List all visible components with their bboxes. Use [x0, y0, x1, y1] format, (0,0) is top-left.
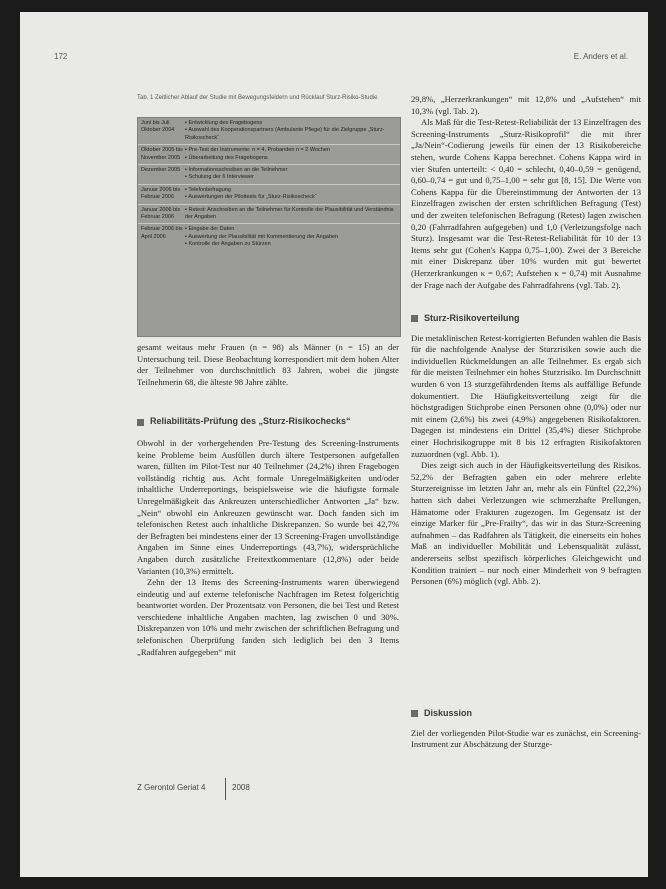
right-column	[411, 94, 641, 588]
table-cell-actions	[185, 167, 287, 182]
table-action-item: ▪ Entwicklung des Fragebogens	[185, 120, 397, 127]
table-action-item: ▪ Kontrolle der Angaben zu Stürzen	[185, 241, 338, 248]
table-row	[138, 118, 400, 145]
table-cell-date: Oktober 2005 bis November 2005	[141, 147, 183, 161]
paragraph: Die metaklinischen Retest-korrigierten Befunden wahlen die Basis für die nachfolgende Analyse der Sturzrisiken sowie auch die individuellen Rückmeldungen an alle Teilnehmer. Es ergab sich für die meisten Teilnehmer ein hohes Sturzrisiko. Im Durchschnitt wurden 6 von 13 sturzgefährdenden Items als auffällige Befunde dokumentiert. Die Häufigkeitsverteilung zeigt für die höchstgradigen Stichprobe einen Personen ohne (0,0%) oder nur mit einem (2,6%) bis zwei (4,9%) angegebenen Risikofaktoren. Dagegen ist mindestens ein Drittel (35,4%) dieser Stichprobe einer Hochrisikogruppe mit 8 bis 12 erfragten Risikofaktoren zuzuordnen (vgl. Abb. 1).	[411, 332, 641, 459]
section-marker-icon	[137, 419, 144, 426]
table-cell-date: Januar 2006 bis Februar 2006	[141, 206, 181, 221]
left-column	[137, 342, 399, 658]
section-marker-icon	[411, 315, 418, 322]
table-cell-actions	[185, 207, 397, 222]
table-cell-actions	[185, 120, 397, 142]
table-row	[138, 224, 400, 250]
page-number: 172	[54, 52, 68, 61]
table-action-item: ▪ Retest: Anschreiben an die Teilnehmer für Kontrolle der Plausibilität und Verständnis der Angaben	[185, 207, 397, 222]
section-heading	[411, 708, 641, 720]
paragraph: Als Maß für die Test-Retest-Reliabilität der 13 Einzelfragen des Screening-Instruments „Sturz-Risikoprofil“ die mit ihrer „Ja/Nein“-Codierung jeweils für einen der 13 Risikobereiche stehen, wurde Cohens Kappa berechnet. Cohens Kappa wird in vier Stufen unterteilt: < 0,40 = schlecht, 0,40–0,59 = genügend, 0,60–0,74 = gut und 0,75–1,00 = sehr gut [8, 15]. Die Werte von Cohens Kappa für die Übereinstimmung der Antworten der 13 Einzelfragen zwischen der ersten schriftlichen Befragung (Test) und der zweiten telefonischen Befragung (Retest) lagen zwischen 0,20 (Fahrradfahren aufgegeben) und 1,0 (Verletzungsfolge nach Sturz). Insgesamt war die Test-Retest-Reliabilität für 10 der 13 Items sehr gut (Cohen's Kappa 0,75–1,00). Zwei der 3 Bereiche mit einer Diskrepanz über 10% wurden mit gut bewertet (Herzerkrankungen κ = 0,67; Aufstehen κ = 0,74) mit Ausnahme der Frage nach der Aufgabe des Fahrradfahrens (vgl. Tab. 2).	[411, 117, 641, 290]
paragraph: Obwohl in der vorhergehenden Pre-Testung des Screening-Instruments keine Probleme beim Ausfüllen durch ältere Testpersonen aufgefallen waren, füllten im Pilot-Test nur 40 Teilnehmer (24,2%) ihren Fragebogen vollständig richtig aus. Acht formale Unregelmäßigkeiten und/oder inhaltliche Underreportings, beispielsweise wie die häufigste formale Unregelmäßigkeit das Ankreuzen unterschiedlicher Antworten „Ja“ bzw. „Nein“ obwohl ein Ankreuzen gewünscht war. Doch fanden sich im telefonischen Retest auch inhaltliche Diskrepanzen. So wurde bei 42,7% der Befragten bei mindestens einer der 13 Screening-Fragen unvollständige Angaben im Sinne eines Underreportings (43,7%), widersprüchliche Angaben durch zusätzliche Freitextkommentare (12,8%) oder beide Varianten (10,3%) ermittelt.	[137, 437, 399, 576]
table-action-item: ▪ Auswertungen der Pilottests für „Sturz-Risikoscheck“	[185, 194, 317, 201]
footer-journal: Z Gerontol Geriat 4	[137, 783, 206, 792]
running-title: E. Anders et al.	[573, 52, 628, 61]
table-action-item: ▪ Informationsschreiben an die Teilnehmer	[185, 167, 287, 174]
table-row	[138, 145, 400, 165]
table-action-item: ▪ Telefonbefragung	[185, 187, 317, 194]
table-action-item: ▪ Schulung der 6 Interviewer	[185, 174, 287, 181]
table-cell-date: Februar 2006 bis April 2006	[141, 226, 183, 240]
discussion-section	[411, 708, 641, 751]
paragraph: gesamt weitaus mehr Frauen (n = 98) als Männer (n = 15) an der Untersuchung teil. Diese Beobachtung korrespondiert mit dem hohen Alter der Teilnehmer von durchschnittlich 83 Jahren, wobei die jüngste Teilnehmerin 68, die älteste 98 Jahre zählte.	[137, 342, 399, 387]
footer-year: 2008	[232, 783, 250, 792]
table-cell-date: Juni bis Juli Oktober 2004	[141, 120, 175, 134]
paragraph: 29,8%, „Herzerkrankungen“ mit 12,8% und „Aufstehen“ mit 10,3% (vgl. Tab. 2).	[411, 94, 641, 116]
table-cell-date: Dezember 2005	[141, 167, 181, 174]
table-caption: Tab. 1 Zeitlicher Ablauf der Studie mit Bewegungsfeldern und Rücklauf Sturz-Risiko-Studie	[137, 95, 378, 101]
table-action-item: ▪ Auswertung der Plausibilität mit Kommentierung der Angaben	[185, 234, 338, 241]
table-row	[138, 165, 400, 185]
study-timeline-table	[137, 117, 401, 337]
table-action-item: ▪ Pre-Test der Instrumente: n = 4, Probanden n = 2 Wochen	[185, 147, 330, 154]
document-page	[20, 12, 648, 877]
section-marker-icon	[411, 710, 418, 717]
section-heading-text: Diskussion	[424, 708, 473, 718]
table-cell-actions	[185, 226, 338, 248]
table-action-item: ▪ Überarbeitung des Fragebogens	[185, 155, 330, 162]
footer-divider	[225, 778, 226, 800]
table-cell-actions	[185, 147, 330, 162]
paragraph: Ziel der vorliegenden Pilot-Studie war es zunächst, ein Screening-Instrument zur Abschätzung der Sturzge-	[411, 727, 641, 750]
paragraph: Dies zeigt sich auch in der Häufigkeitsverteilung des Risikos. 52,2% der Befragten gaben ein oder mehrere erlebte Sturzereignisse im letzten Jahr an, mehr als ein Fünftel (22,2%) hatten sich dabei Verletzungen wie schmerzhafte Prellungen, Hämatome oder Frakturen zugezogen. Im Gegensatz ist der einzige Marker für „Pre-Frailty“, das wir in das Sturz-Screening aufnahmen – das Radfahren als Tätigkeit, die einerseits ein hohes Maß an individueller Mobilität und Lebensqualität zulässt, andererseits selbst spezifisch körperliches Gleichgewicht und Kondition trainiert – nur noch einer Minderheit von 9 befragten Personen (6%) möglich (vgl. Abb. 2).	[411, 460, 641, 587]
table-row	[138, 205, 400, 225]
section-heading	[411, 313, 641, 325]
table-action-item: ▪ Eingabe der Daten	[185, 226, 338, 233]
section-heading-text: Sturz-Risikoverteilung	[424, 313, 520, 324]
table-cell-actions	[185, 187, 317, 202]
table-cell-date: Januar 2006 bis Februar 2006	[141, 186, 181, 201]
section-heading-text: Reliabilitäts-Prüfung des „Sturz-Risikochecks“	[150, 416, 351, 427]
table-action-item: ▪ Auswahl des Kooperationspartners (Ambulante Pflege) für die Zielgruppe „Sturz-Risikoscheck“	[185, 127, 397, 142]
paragraph: Zehn der 13 Items des Screening-Instruments waren überwiegend eindeutig und auf externe telefonische Nachfragen im Retest folgerichtig beantwortet worden. Der Prozentsatz von Personen, die bei Test und Retest verschiedene inhaltliche Angaben machten, lag zwischen 0 und 30%. Diskrepanzen von 10% und mehr zwischen der schriftlichen Befragung und telefonischen Überprüfung fanden sich lediglich bei den 3 Items „Radfahren aufgegeben“ mit	[137, 577, 399, 657]
section-heading	[137, 416, 399, 428]
table-row	[138, 185, 400, 205]
